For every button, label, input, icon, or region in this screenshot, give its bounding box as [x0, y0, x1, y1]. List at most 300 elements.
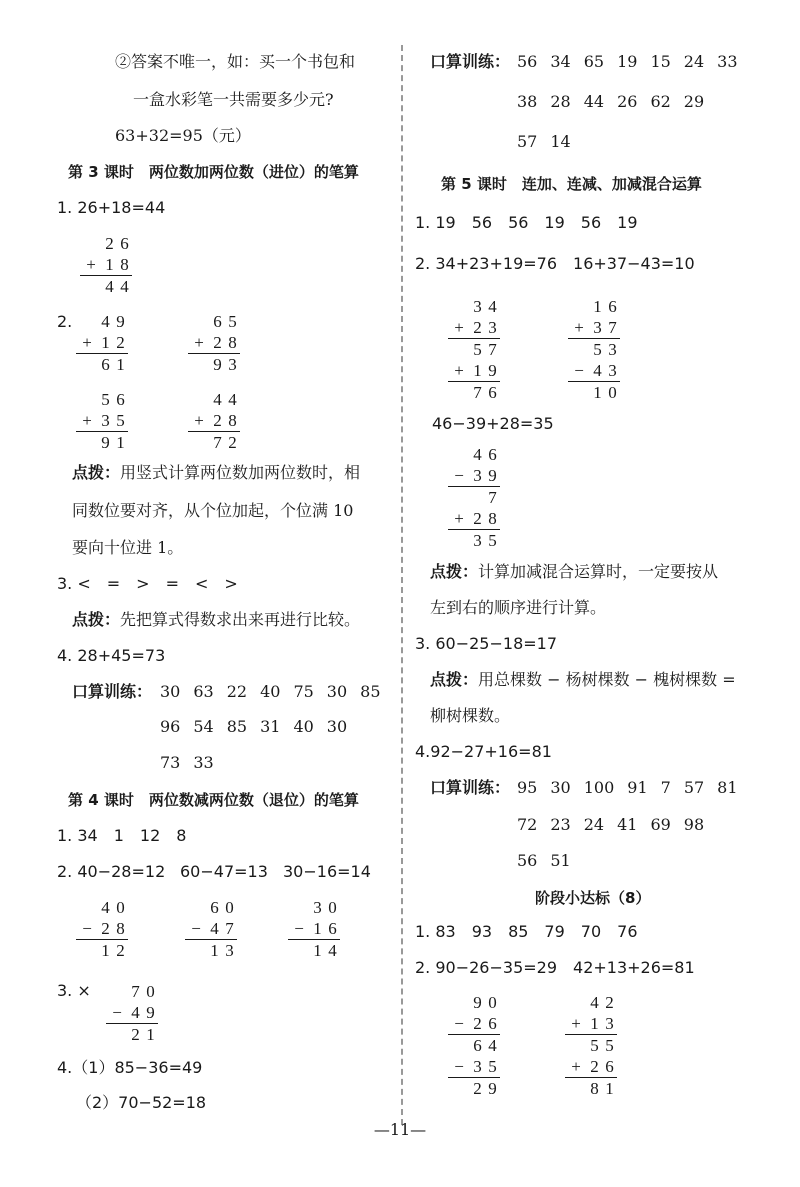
- vertical-row: [76, 940, 128, 961]
- vertical-calc-s2c: [288, 897, 340, 961]
- digit: 8: [116, 919, 125, 938]
- digit: 9: [488, 1079, 497, 1098]
- lesson-4-title: 第 4 课时 两位数减两位数（退位）的笔算: [68, 791, 359, 809]
- r-kousuan-row-2: [517, 92, 704, 112]
- kousuan-value: 34: [550, 52, 571, 71]
- l4-q4a: 4.（1）85−36=49: [57, 1058, 203, 1077]
- kousuan-value: 7: [660, 778, 671, 797]
- operator: [448, 992, 470, 1013]
- l5-kousuan-row-3: [517, 851, 571, 871]
- digit: 6: [120, 234, 129, 253]
- vertical-calc-s2b: [185, 897, 237, 961]
- top-note-line-3: 63+32=95（元）: [115, 126, 251, 145]
- operator: −: [454, 1014, 464, 1033]
- digit: 5: [473, 340, 482, 359]
- l5-dianbo2-line-1: [430, 670, 736, 690]
- digit: 7: [488, 488, 497, 507]
- l5-kousuan-label: 口算训练：: [430, 778, 511, 797]
- kousuan-value: 72: [517, 815, 538, 834]
- kousuan-value: 30: [550, 778, 571, 797]
- vertical-row: [565, 992, 617, 1013]
- kousuan-value: 40: [293, 717, 314, 736]
- operator: [188, 432, 210, 453]
- vertical-row: [448, 465, 500, 487]
- kousuan-value: 91: [627, 778, 648, 797]
- digit: 7: [488, 340, 497, 359]
- digit: 2: [101, 919, 110, 938]
- vertical-row: [76, 389, 128, 410]
- kousuan-value: 22: [226, 682, 248, 701]
- digit: 0: [328, 898, 337, 917]
- operator: +: [454, 318, 464, 337]
- vertical-row: [565, 1013, 617, 1035]
- digit: 4: [210, 919, 219, 938]
- digit: 4: [593, 361, 602, 380]
- l5-dianbo2-line-2: 柳树棵数。: [430, 706, 511, 725]
- vertical-row: [76, 918, 128, 940]
- kousuan-value: 15: [650, 52, 671, 71]
- l3-q1: 1. 26+18=44: [57, 198, 166, 217]
- vertical-row: [188, 332, 240, 354]
- vertical-row: [185, 897, 237, 918]
- vertical-row: [448, 508, 500, 530]
- r-kousuan-row-3: [517, 132, 571, 152]
- vertical-row: [76, 410, 128, 432]
- vertical-row: [568, 360, 620, 382]
- kousuan-value: 44: [583, 92, 605, 111]
- digit: 1: [593, 383, 602, 402]
- dianbo2-text: 先把算式得数求出来再进行比较。: [120, 610, 361, 629]
- digit: 1: [605, 1079, 614, 1098]
- vertical-row: [188, 311, 240, 332]
- vertical-calc-v1: [80, 233, 132, 297]
- operator: [288, 940, 310, 961]
- vertical-calc-v2b: [188, 311, 240, 375]
- digit: 9: [213, 355, 222, 374]
- operator: −: [454, 1057, 464, 1076]
- top-note-line-1: ②答案不唯一，如：买一个书包和: [115, 52, 356, 71]
- digit: 2: [605, 993, 614, 1012]
- l3-kousuan-row-1: [160, 682, 381, 702]
- vertical-row: [448, 317, 500, 339]
- operator: −: [454, 466, 464, 485]
- kousuan-value: 29: [683, 92, 705, 111]
- digit: 2: [473, 1014, 482, 1033]
- operator: [565, 1078, 587, 1099]
- l3-dianbo-line-1: [72, 463, 360, 483]
- kousuan-value: 38: [517, 92, 538, 111]
- l3-dianbo2: [72, 610, 360, 630]
- digit: 2: [213, 333, 222, 352]
- digit: 5: [488, 1057, 497, 1076]
- digit: 2: [228, 433, 237, 452]
- vertical-calc-s3: [106, 981, 158, 1045]
- digit: 2: [473, 1079, 482, 1098]
- operator: −: [294, 919, 304, 938]
- operator: [76, 389, 98, 410]
- operator: [76, 432, 98, 453]
- digit: 4: [101, 312, 110, 331]
- vertical-row: [188, 432, 240, 453]
- vertical-row: [185, 918, 237, 940]
- r-kousuan-row-1: [517, 52, 738, 72]
- kousuan-value: 28: [550, 92, 571, 111]
- digit: 9: [101, 433, 110, 452]
- operator: +: [82, 333, 92, 352]
- kousuan-value: 30: [160, 682, 181, 701]
- digit: 1: [101, 941, 110, 960]
- vertical-row: [106, 981, 158, 1002]
- kousuan-value: 54: [193, 717, 214, 736]
- operator: [448, 296, 470, 317]
- l5-q3: 3. 60−25−18=17: [415, 634, 558, 653]
- kousuan-value: 65: [583, 52, 605, 71]
- operator: [80, 276, 102, 297]
- digit: 6: [213, 312, 222, 331]
- top-note-line-2: 一盒水彩笔一共需要多少元?: [133, 90, 334, 109]
- kousuan-value: 57: [517, 132, 538, 151]
- digit: 1: [101, 333, 110, 352]
- digit: 0: [225, 898, 234, 917]
- operator: +: [82, 411, 92, 430]
- vertical-row: [80, 276, 132, 297]
- l5-dianbo-text: 计算加减混合运算时，一定要按从: [478, 562, 719, 581]
- operator: [80, 233, 102, 254]
- operator: [448, 444, 470, 465]
- operator: [106, 1024, 128, 1045]
- l5-dianbo-line-2: 左到右的顺序进行计算。: [430, 598, 607, 617]
- digit: 6: [473, 1036, 482, 1055]
- vertical-calc-v2c: [76, 389, 128, 453]
- dianbo-label: 点拨：: [72, 463, 121, 482]
- digit: 3: [608, 340, 617, 359]
- digit: 2: [116, 941, 125, 960]
- l4-q3: 3. ×: [57, 981, 91, 1000]
- l3-dianbo-line-3: 要向十位进 1。: [72, 538, 184, 557]
- vertical-row: [288, 940, 340, 961]
- kousuan-value: 14: [550, 132, 571, 151]
- kousuan-value: 100: [583, 778, 615, 797]
- digit: 6: [328, 919, 337, 938]
- l3-dianbo-line-2: 同数位要对齐，从个位加起，个位满 10: [72, 501, 354, 520]
- digit: 2: [473, 318, 482, 337]
- operator: [448, 382, 470, 403]
- vertical-row: [448, 1056, 500, 1078]
- operator: [76, 354, 98, 375]
- digit: 0: [488, 993, 497, 1012]
- kousuan-value: 23: [550, 815, 571, 834]
- l5-kousuan-row-2: [517, 815, 704, 835]
- vertical-calc-r2a: [448, 296, 500, 403]
- l3-q3: 3. < = > = < >: [57, 574, 238, 593]
- operator: +: [194, 411, 204, 430]
- digit: 4: [488, 297, 497, 316]
- lesson-5-title: 第 5 课时 连加、连减、加减混合运算: [441, 175, 702, 193]
- digit: 5: [593, 340, 602, 359]
- digit: 9: [146, 1003, 155, 1022]
- digit: 2: [116, 333, 125, 352]
- kousuan-value: 51: [550, 851, 571, 870]
- vertical-row: [76, 897, 128, 918]
- digit: 4: [105, 277, 114, 296]
- operator: [448, 530, 470, 551]
- kousuan-value: 95: [517, 778, 538, 797]
- digit: 1: [146, 1025, 155, 1044]
- vertical-row: [448, 444, 500, 465]
- vertical-row: [448, 1035, 500, 1056]
- kousuan-value: 19: [617, 52, 638, 71]
- kousuan-value: 62: [650, 92, 671, 111]
- operator: −: [82, 919, 92, 938]
- r-kousuan-label: 口算训练：: [430, 52, 511, 71]
- operator: +: [571, 1014, 581, 1033]
- digit: 7: [225, 919, 234, 938]
- digit: 1: [313, 941, 322, 960]
- operator: [568, 382, 590, 403]
- vertical-row: [185, 940, 237, 961]
- digit: 4: [228, 390, 237, 409]
- digit: 1: [313, 919, 322, 938]
- operator: [448, 487, 470, 508]
- digit: 9: [116, 312, 125, 331]
- operator: +: [571, 1057, 581, 1076]
- digit: 2: [131, 1025, 140, 1044]
- l4-q1: 1. 34 1 12 8: [57, 826, 187, 845]
- kousuan-value: 30: [326, 682, 348, 701]
- digit: 5: [228, 312, 237, 331]
- vertical-row: [106, 1002, 158, 1024]
- kousuan-value: 41: [617, 815, 638, 834]
- operator: [448, 339, 470, 360]
- vertical-row: [188, 389, 240, 410]
- digit: 3: [225, 941, 234, 960]
- digit: 4: [213, 390, 222, 409]
- l3-kousuan-row-2: [160, 717, 347, 737]
- dianbo-text: 用竖式计算两位数加两位数时，相: [120, 463, 361, 482]
- operator: +: [574, 318, 584, 337]
- vertical-row: [568, 317, 620, 339]
- vertical-row: [565, 1035, 617, 1056]
- operator: [76, 897, 98, 918]
- digit: 8: [228, 333, 237, 352]
- l3-q2-number: 2.: [57, 312, 73, 331]
- vertical-calc-r2c: [448, 444, 500, 551]
- digit: 5: [488, 531, 497, 550]
- digit: 2: [590, 1057, 599, 1076]
- vertical-row: [288, 897, 340, 918]
- digit: 6: [488, 1014, 497, 1033]
- vertical-row: [76, 332, 128, 354]
- digit: 0: [146, 982, 155, 1001]
- vertical-row: [448, 1078, 500, 1099]
- digit: 4: [488, 1036, 497, 1055]
- digit: 3: [228, 355, 237, 374]
- kousuan-value: 57: [683, 778, 705, 797]
- digit: 3: [473, 531, 482, 550]
- vertical-row: [80, 233, 132, 254]
- digit: 4: [120, 277, 129, 296]
- digit: 6: [101, 355, 110, 374]
- vertical-row: [448, 1013, 500, 1035]
- digit: 4: [473, 445, 482, 464]
- vertical-row: [565, 1056, 617, 1078]
- vertical-row: [76, 354, 128, 375]
- l4-q2b: 60−47=13: [180, 862, 268, 881]
- vertical-calc-st2b: [565, 992, 617, 1099]
- digit: 0: [608, 383, 617, 402]
- l5-dianbo-label: 点拨：: [430, 562, 479, 581]
- operator: [76, 311, 98, 332]
- column-divider: [401, 45, 403, 1125]
- vertical-row: [568, 382, 620, 403]
- operator: [185, 940, 207, 961]
- digit: 2: [105, 234, 114, 253]
- kousuan-value: 26: [617, 92, 638, 111]
- kousuan-value: 31: [260, 717, 281, 736]
- kousuan-value: 98: [683, 815, 705, 834]
- digit: 3: [608, 361, 617, 380]
- l5-kousuan-row-1: [517, 778, 738, 798]
- digit: 6: [488, 445, 497, 464]
- operator: +: [86, 255, 96, 274]
- vertical-row: [448, 530, 500, 551]
- digit: 1: [590, 1014, 599, 1033]
- l5-dianbo-line-1: [430, 562, 718, 582]
- operator: [288, 897, 310, 918]
- vertical-row: [568, 296, 620, 317]
- kousuan-value: 69: [650, 815, 671, 834]
- operator: [565, 992, 587, 1013]
- digit: 6: [488, 383, 497, 402]
- kousuan-value: 56: [517, 851, 538, 870]
- l5-dianbo2-text: 用总棵数 − 杨树棵数 − 槐树棵数 =: [478, 670, 736, 689]
- digit: 1: [473, 361, 482, 380]
- digit: 5: [605, 1036, 614, 1055]
- operator: [448, 1078, 470, 1099]
- operator: +: [194, 333, 204, 352]
- kousuan-value: 73: [160, 753, 181, 772]
- operator: [188, 311, 210, 332]
- dianbo2-label: 点拨：: [72, 610, 121, 629]
- lesson-3-title: 第 3 课时 两位数加两位数（进位）的笔算: [68, 163, 359, 181]
- digit: 1: [116, 433, 125, 452]
- operator: +: [454, 509, 464, 528]
- digit: 3: [101, 411, 110, 430]
- operator: [76, 940, 98, 961]
- digit: 1: [210, 941, 219, 960]
- vertical-row: [568, 339, 620, 360]
- digit: 8: [488, 509, 497, 528]
- digit: 5: [116, 411, 125, 430]
- l4-q4b: （2）70−52=18: [76, 1093, 207, 1112]
- digit: 8: [120, 255, 129, 274]
- kousuan-value: 24: [583, 815, 605, 834]
- kousuan-value: 56: [517, 52, 538, 71]
- operator: −: [112, 1003, 122, 1022]
- l5-q4: 4.92−27+16=81: [415, 742, 552, 761]
- kousuan-value: 85: [226, 717, 248, 736]
- page-number: —11—: [373, 1120, 427, 1139]
- l3-q4: 4. 28+45=73: [57, 646, 166, 665]
- digit: 8: [228, 411, 237, 430]
- digit: 5: [101, 390, 110, 409]
- digit: 3: [473, 297, 482, 316]
- digit: 7: [213, 433, 222, 452]
- kousuan-value: 85: [360, 682, 381, 701]
- vertical-calc-v2a: [76, 311, 128, 375]
- l3-kousuan-label: 口算训练：: [72, 682, 153, 701]
- operator: [568, 296, 590, 317]
- vertical-row: [288, 918, 340, 940]
- digit: 3: [488, 318, 497, 337]
- vertical-row: [448, 296, 500, 317]
- digit: 6: [116, 390, 125, 409]
- l5-q1: 1. 19 56 56 19 56 19: [415, 213, 638, 232]
- vertical-calc-r2b: [568, 296, 620, 403]
- vertical-row: [76, 311, 128, 332]
- kousuan-value: 33: [717, 52, 738, 71]
- digit: 7: [131, 982, 140, 1001]
- vertical-row: [106, 1024, 158, 1045]
- vertical-row: [448, 339, 500, 360]
- vertical-row: [76, 432, 128, 453]
- digit: 3: [313, 898, 322, 917]
- vertical-row: [188, 354, 240, 375]
- operator: [188, 354, 210, 375]
- digit: 3: [473, 1057, 482, 1076]
- digit: 1: [105, 255, 114, 274]
- digit: 9: [473, 993, 482, 1012]
- vertical-row: [448, 382, 500, 403]
- digit: 6: [210, 898, 219, 917]
- stage-q2: 2. 90−26−35=29 42+13+26=81: [415, 958, 695, 977]
- vertical-row: [448, 360, 500, 382]
- digit: 3: [473, 466, 482, 485]
- stage-q1: 1. 83 93 85 79 70 76: [415, 922, 638, 941]
- kousuan-value: 40: [260, 682, 281, 701]
- kousuan-value: 75: [293, 682, 314, 701]
- kousuan-value: 30: [326, 717, 348, 736]
- operator: [568, 339, 590, 360]
- digit: 1: [116, 355, 125, 374]
- digit: 5: [590, 1036, 599, 1055]
- kousuan-value: 81: [717, 778, 738, 797]
- digit: 0: [116, 898, 125, 917]
- digit: 7: [473, 383, 482, 402]
- kousuan-value: 33: [193, 753, 214, 772]
- operator: [188, 389, 210, 410]
- digit: 9: [488, 466, 497, 485]
- digit: 7: [608, 318, 617, 337]
- digit: 9: [488, 361, 497, 380]
- vertical-row: [80, 254, 132, 276]
- vertical-calc-v2d: [188, 389, 240, 453]
- digit: 8: [590, 1079, 599, 1098]
- l5-q2c: 46−39+28=35: [432, 414, 554, 433]
- stage-title: 阶段小达标（8）: [535, 889, 651, 907]
- digit: 4: [131, 1003, 140, 1022]
- l4-q2: 2. 40−28=12: [57, 862, 166, 881]
- digit: 2: [473, 509, 482, 528]
- operator: [185, 897, 207, 918]
- operator: −: [574, 361, 584, 380]
- vertical-row: [188, 410, 240, 432]
- vertical-calc-s2a: [76, 897, 128, 961]
- l3-kousuan-row-3: [160, 753, 214, 773]
- digit: 4: [590, 993, 599, 1012]
- operator: [106, 981, 128, 1002]
- l5-dianbo2-label: 点拨：: [430, 670, 479, 689]
